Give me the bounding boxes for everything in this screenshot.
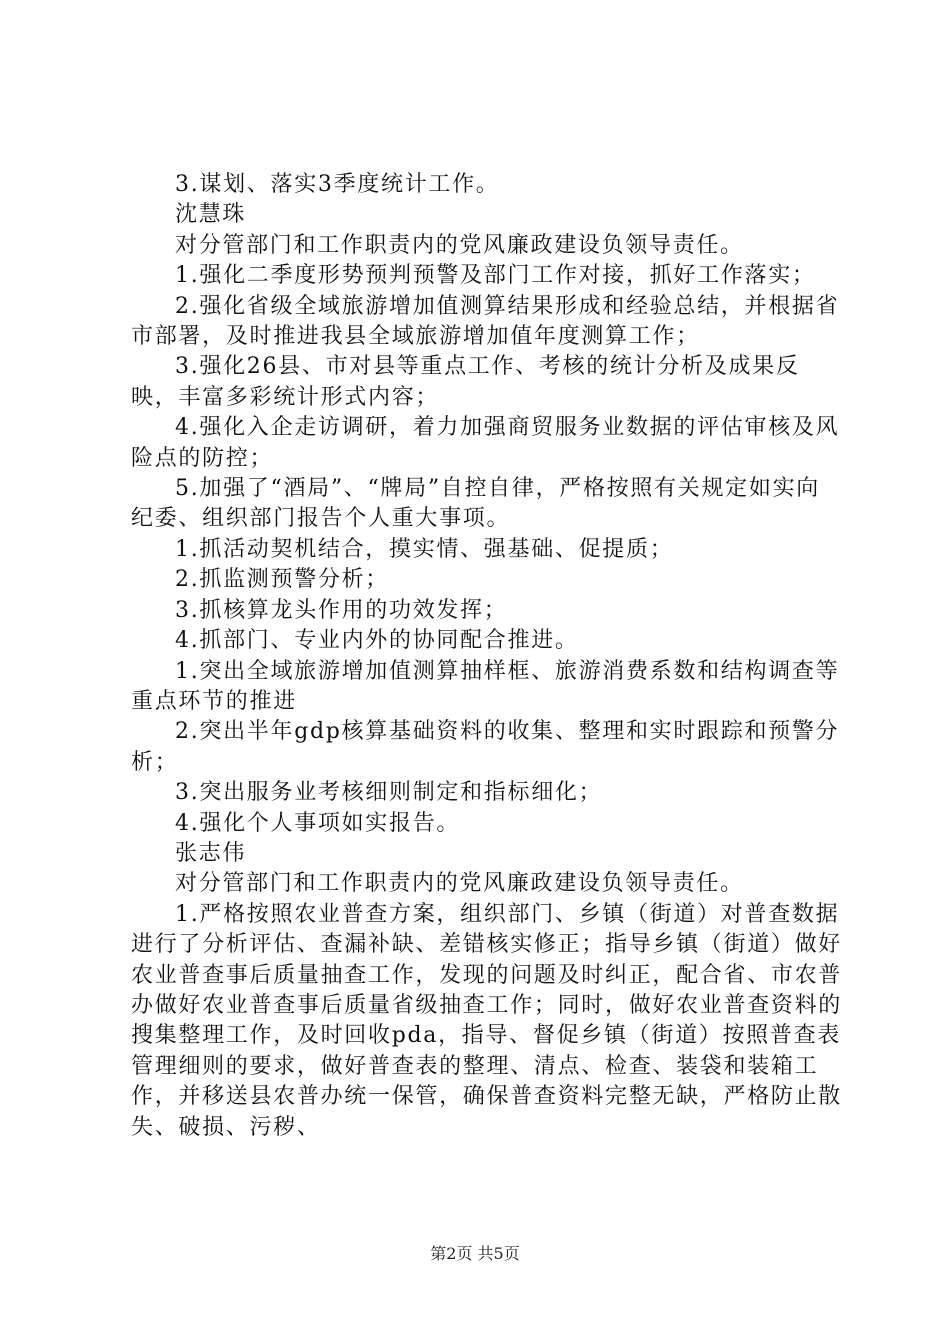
paragraph: 1.强化二季度形势预判预警及部门工作对接，抓好工作落实； xyxy=(175,263,816,289)
page-number: 第2页 共5页 xyxy=(430,1244,520,1263)
paragraph: 1.严格按照农业普查方案，组织部门、乡镇（街道）对普查数据进行了分析评估、查漏补缺、差错核实修正；指导乡镇（街道）做好农业普查事后质量抽查工作，发现的问题及时纠正，配合省、市农普办做好农业普查事后质量省级抽查工作；同时，做好农业普查资料的搜集整理工作，及时回收pda，指导、督促乡镇（街道）按照普查表管理细则的要求，做好普查表的整理、清点、检查、装袋和装箱工作，并移送县农普办统一保管，确保普查资料完整无缺，严格防止散失、破损、污秽、 xyxy=(131,901,843,1140)
paragraph: 4.强化入企走访调研，着力加强商贸服务业数据的评估审核及风险点的防控； xyxy=(131,415,840,471)
paragraph: 2.抓监测预警分析； xyxy=(175,567,389,593)
paragraph: 4.抓部门、专业内外的协同配合推进。 xyxy=(175,628,579,654)
paragraph: 对分管部门和工作职责内的党风廉政建设负领导责任。 xyxy=(175,871,744,897)
paragraph: 1.突出全域旅游增加值测算抽样框、旅游消费系数和结构调查等重点环节的推进 xyxy=(131,658,840,714)
paragraph: 2.强化省级全域旅游增加值测算结果形成和经验总结，并根据省市部署，及时推进我县全域旅游增加值年度测算工作； xyxy=(131,293,840,350)
paragraph: 3.抓核算龙头作用的功效发挥； xyxy=(175,597,508,623)
paragraph: 3.强化26县、市对县等重点工作、考核的统计分析及成果反映，丰富多彩统计形式内容； xyxy=(131,354,800,410)
paragraph: 3.谋划、落实3季度统计工作。 xyxy=(175,172,500,197)
paragraph: 1.抓活动契机结合，摸实情、强基础、促提质； xyxy=(175,536,674,562)
page-footer xyxy=(0,1244,950,1264)
paragraph: 5.加强了“酒局”、“牌局”自控自律，严格按照有关规定如实向纪委、组织部门报告个人重大事项。 xyxy=(131,476,820,532)
document-body xyxy=(131,170,843,1143)
paragraph: 3.突出服务业考核细则制定和指标细化； xyxy=(175,780,603,806)
paragraph: 4.强化个人事项如实报告。 xyxy=(175,810,461,836)
paragraph: 2.突出半年gdp核算基础资料的收集、整理和实时跟踪和预警分析； xyxy=(131,719,840,775)
person-name-heading: 张志伟 xyxy=(175,840,247,866)
person-name-heading: 沈慧珠 xyxy=(175,202,247,228)
paragraph: 对分管部门和工作职责内的党风廉政建设负领导责任。 xyxy=(175,232,744,258)
